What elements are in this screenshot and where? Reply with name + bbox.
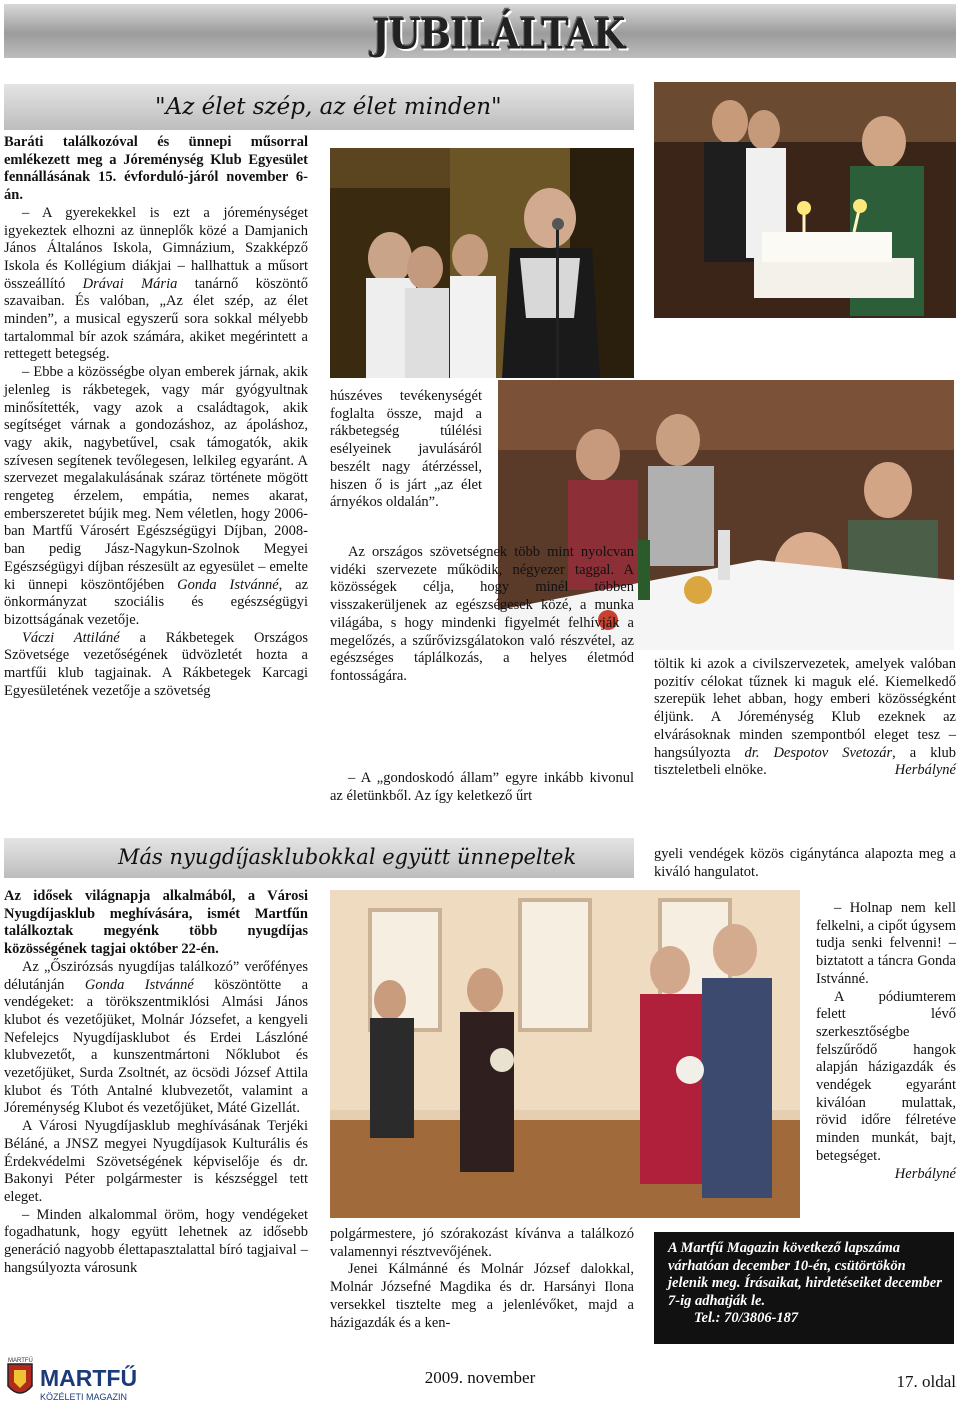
article1-paragraph: – Ebbe a közösségbe olyan emberek járnak, akik jelenleg is rákbetegek, vagy már gyógyultnak minősítették, vagy azok a családtagok, akik segítséget várnak a gondozáshoz, az ápoláshoz, vagy akik, nagybetűvel, csak támogatók, akik szívesen segítenek tevőlegesen, lelkileg egyaránt. A szervezet megalakulásának száraz története mögött rengeteg érzelem, empátia, nemes akarat, emberszeretet bújik meg. Nem véletlen, hogy 2006-ban Martfű Városért Egészségügyi Díjban, 2008-ban pedig Jász-Nagykun-Szolnok Megyei Egészségügyi díjban részesült az egyesület – emelte ki ünnepi köszöntőjében Gonda Istvánné, az önkormányzat szociális és egészségügyi bizottságának vezetője.: [4, 364, 309, 628]
article2-middle-column: [330, 1226, 634, 1332]
article2-right-paragraph: – Holnap nem kell felkelni, a cipőt úgysem tudja senki felvenni! – biztatott a táncra Gonda Istvánné.: [816, 900, 956, 987]
article2-right-column: [816, 900, 956, 1183]
article1-middle-column-upper: [330, 388, 482, 512]
logo-crest-label: MARTFŰ: [8, 1358, 33, 1364]
article2-right-column-top: [654, 846, 956, 881]
article1-right-column: [654, 656, 956, 780]
article1-title: "Az élet szép, az élet minden": [155, 94, 502, 120]
article1-middle-paragraph: Az országos szövetségnek több mint nyolcvan vidéki szervezete működik, négyezer taggal. A közösségek célja, hogy minél többen visszakerüljenek az egészségesek közé, a munka világába, s hogy mindenki figyelmét felhívják a megelőzés, a szűrővizsgálatokon való részvétel, az egészséges táplálkozás, a helyes életmód fontosságára.: [330, 544, 634, 684]
logo-subtitle: KÖZÉLETI MAGAZIN: [40, 1392, 128, 1402]
article1-middle-column-bottom: [330, 770, 634, 805]
article1-paragraph: – A gyerekekkel is ezt a jóreménységet igyekeztek elhozni az ünneplők közé a Damjanich János Általános Iskola, Gimnázium, Szakképző Iskola és Kollégium diákjai – hallhattuk a műsort összeállító Drávai Mária tanárnő köszöntő szavaiban. És valóban, „Az élet szép, az élet minden”, a musical egyszerű sora sokkal mélyebb tartalommal bír azok számára, akiket megérintett a rettegett betegség.: [4, 204, 308, 363]
article1-middle-paragraph: húszéves tevékenységét foglalta össze, majd a rákbetegség túlélési esélyeinek javulásáról beszélt nagy átérzéssel, hiszen ő is járt „az élet árnyékos oldalán”.: [330, 388, 482, 511]
photo-birthday-cake: [654, 82, 956, 318]
article2-left-column: [4, 888, 308, 1277]
article2-paragraph: A Városi Nyugdíjasklub meghívásának Terjéki Béláné, a JNSZ megyei Nyugdíjasok Kulturális és Érdekvédelmi Szövetségének képviselője és dr. Bakonyi Péter polgármester is készséggel tett eleget.: [4, 1118, 308, 1205]
article1-signature: Herbályné: [894, 762, 956, 779]
article2-title: Más nyugdíjasklubokkal együtt ünnepeltek: [118, 845, 577, 869]
notice-phone: Tel.: 70/3806-187: [694, 1310, 799, 1326]
article2-right-paragraph: A pódiumterem felett lévő szerkesztőségbe felszűrődő hangok alapján házigazdák és vendégek egyaránt kiválóan mulattak, rövid időre félretéve minden munkát, bajt, betegséget.: [816, 988, 956, 1164]
article1-lead: Baráti találkozóval és ünnepi műsorral emlékezett meg a Jóreménység Klub Egyesület fennállásának 15. évforduló-járól november 6-án.: [4, 134, 308, 204]
article2-paragraph: Az „Őszirózsás nyugdíjas találkozó” verőfényes délutánján Gonda Istvánné köszöntötte a vendégeket: a törökszentmiklósi Almási János klubot és vezetőjüket, Molnár Józsefet, a kengyeli Nefelejcs Nyugdíjasklubot és Erdei Lászlóné klubvezetőt, a kunszentmártoni Nőklubot és vezetőjüket, Surda Zsoltnét, az öcsödi József Attila klubot és Tóth Antalné klubvezetőt, valamint a Jóreménység Klubot és vezetőjüket, Máté Gizellát.: [4, 958, 309, 1117]
next-issue-notice: [654, 1232, 954, 1344]
article1-right-paragraph: töltik ki azok a civilszervezetek, amelyek valóban pozitív célokat tűznek ki maguk elé. Kiemelkedő szerepük lehet abban, hogy emberi közösségként éljünk. A Jóreménység Klub ezeknek az elvárásoknak minden szempontból eleget tesz – hangsúlyozta dr. Despotov Svetozár, a klub tiszteletbeli elnöke. Herbályné: [654, 656, 957, 779]
article1-middle-column-lower: [330, 544, 634, 686]
notice-text: A Martfű Magazin következő lapszáma várhatóan december 10-én, csütörtökön jelenik meg. Írásaikat, hirdetéseiket december 7-ig adhatják le.: [668, 1240, 942, 1309]
section-title: JUBILÁLTAK: [372, 8, 625, 59]
article1-left-column: [4, 134, 308, 701]
logo-title: MARTFŰ: [40, 1365, 138, 1391]
article2-right-paragraph: gyeli vendégek közös cigánytánca alapozta meg a kiváló hangulatot.: [654, 846, 956, 880]
article2-middle-paragraph: Jenei Kálmánné és Molnár József dalokkal, Molnár Józsefné Magdika és dr. Harsányi Ilona versekkel tisztelte meg a jelenlévőket, majd a házigazdák és a ken-: [330, 1261, 634, 1331]
page-number: 17. oldal: [896, 1372, 956, 1391]
issue-date: 2009. november: [424, 1368, 536, 1387]
article2-middle-paragraph: polgármestere, jó szórakozást kívánva a találkozó valamennyi résztvevőjének.: [330, 1226, 634, 1260]
article2-lead: Az idősek világnapja alkalmából, a Városi Nyugdíjasklub meghívására, ismét Martfűn találkoztak megyénk több nyugdíjas közösségének tagjai október 22-én.: [4, 888, 308, 958]
article2-paragraph: – Minden alkalommal öröm, hogy vendégeket fogadhatunk, hogy együtt lehetnek az idősebb generáció nagyobb élettapasztalattal bíró tagjaival – hangsúlyozta városunk: [4, 1206, 308, 1276]
article1-middle-paragraph: – A „gondoskodó állam” egyre inkább kivonul az életünkből. Az így keletkező űrt: [330, 770, 634, 804]
article2-signature: Herbályné: [894, 1165, 956, 1182]
photo-seniors-on-stage: [330, 890, 800, 1218]
photo-students-performing: [330, 148, 634, 378]
article1-paragraph: Váczi Attiláné a Rákbetegek Országos Szövetsége vezetőségének üdvözletét hozta a martfűi klub tagjainak. A Rákbetegek Karcagi Egyesületének vezetője a szövetség: [4, 629, 308, 699]
